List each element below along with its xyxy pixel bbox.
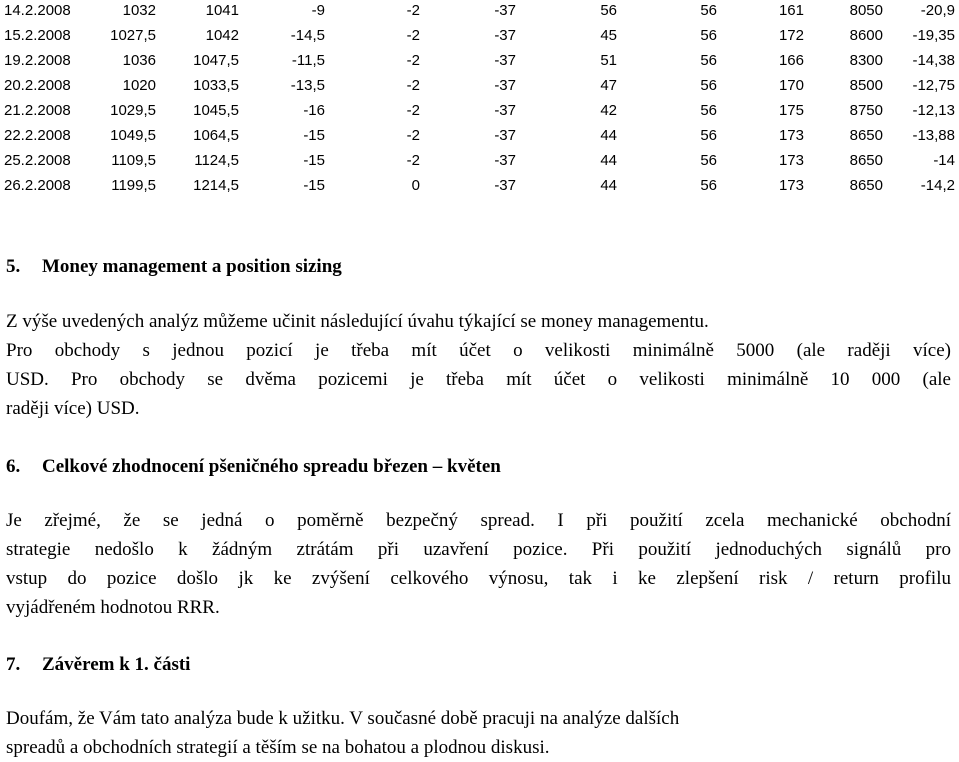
table-cell: 175 <box>778 102 804 119</box>
table-cell: 0 <box>411 177 420 194</box>
table-cell: 56 <box>600 2 617 19</box>
table-cell: -15 <box>303 177 325 194</box>
table-cell-date: 22.2.2008 <box>4 127 71 144</box>
table-cell-date: 20.2.2008 <box>4 77 71 94</box>
table-cell: -20,9 <box>920 2 955 19</box>
table-cell: 47 <box>600 77 617 94</box>
table-cell: 166 <box>778 52 804 69</box>
section-7-line: spreadů a obchodních strategií a těším se na bohatou a plodnou diskusi. <box>6 737 550 758</box>
table-cell: 8650 <box>849 152 883 169</box>
table-cell: 1033,5 <box>193 77 239 94</box>
table-cell: 1041 <box>205 2 239 19</box>
table-cell: 173 <box>778 177 804 194</box>
table-row <box>0 50 959 75</box>
table-cell: 1029,5 <box>110 102 156 119</box>
section-5-line: USD. Pro obchody se dvěma pozicemi je třeba mít účet o velikosti minimálně 10 000 (ale <box>6 369 951 390</box>
table-cell: 8300 <box>849 52 883 69</box>
table-cell: 1020 <box>122 77 156 94</box>
table-cell: -19,35 <box>912 27 955 44</box>
section-6-number: 6. <box>6 456 21 477</box>
table-cell: 56 <box>700 52 717 69</box>
data-table <box>0 0 959 200</box>
section-5-line: Pro obchody s jednou pozicí je třeba mít účet o velikosti minimálně 5000 (ale raději více) <box>6 340 951 361</box>
table-cell: 170 <box>778 77 804 94</box>
table-cell: 44 <box>600 152 617 169</box>
table-cell: 56 <box>700 77 717 94</box>
table-cell: 51 <box>600 52 617 69</box>
table-cell: -37 <box>494 52 516 69</box>
section-6-line: vstup do pozice došlo jk ke zvýšení celkového výnosu, tak i ke zlepšení risk / return profilu <box>6 568 951 589</box>
table-cell: 1042 <box>205 27 239 44</box>
table-cell: -11,5 <box>291 52 325 69</box>
section-5-title: Money management a position sizing <box>42 256 342 277</box>
table-cell: 173 <box>778 127 804 144</box>
table-row <box>0 125 959 150</box>
section-6-heading <box>6 452 501 481</box>
table-cell: 1045,5 <box>193 102 239 119</box>
table-cell-date: 19.2.2008 <box>4 52 71 69</box>
section-5-number: 5. <box>6 256 21 277</box>
table-row <box>0 100 959 125</box>
table-row <box>0 0 959 25</box>
table-cell: 44 <box>600 177 617 194</box>
table-row <box>0 75 959 100</box>
table-cell: 1047,5 <box>193 52 239 69</box>
section-6-paragraph <box>6 506 951 622</box>
table-cell: 1124,5 <box>194 152 239 169</box>
table-cell: -14,2 <box>920 177 955 194</box>
section-5-heading <box>6 252 342 281</box>
table-body <box>0 0 959 200</box>
table-cell: 173 <box>778 152 804 169</box>
section-5-line: Z výše uvedených analýz můžeme učinit následující úvahu týkající se money managementu. <box>6 311 709 332</box>
table-cell-date: 26.2.2008 <box>4 177 71 194</box>
table-cell: 56 <box>700 27 717 44</box>
section-7-paragraph <box>6 704 951 762</box>
section-7-heading <box>6 650 190 679</box>
table-cell: 1199,5 <box>111 177 156 194</box>
table-cell: -14,5 <box>290 27 325 44</box>
table-cell-date: 21.2.2008 <box>4 102 71 119</box>
table-cell: 8650 <box>849 127 883 144</box>
table-cell: 8650 <box>849 177 883 194</box>
section-5-line: raději více) USD. <box>6 398 140 419</box>
table-cell: -16 <box>303 102 325 119</box>
table-cell: -2 <box>406 77 420 94</box>
section-7-line: Doufám, že Vám tato analýza bude k užitku. V současné době pracuji na analýze dalších <box>6 708 680 729</box>
table-cell: -37 <box>494 102 516 119</box>
table-cell-date: 25.2.2008 <box>4 152 71 169</box>
table-cell: 8750 <box>849 102 883 119</box>
table-cell-date: 15.2.2008 <box>4 27 71 44</box>
table-cell: -37 <box>494 27 516 44</box>
table-cell: -13,88 <box>912 127 955 144</box>
table-cell: 44 <box>600 127 617 144</box>
table-cell: -2 <box>406 127 420 144</box>
table-cell: 45 <box>600 27 617 44</box>
table-cell: -37 <box>494 177 516 194</box>
table-cell: -2 <box>406 52 420 69</box>
table-cell: -37 <box>494 77 516 94</box>
table-cell: 1032 <box>122 2 156 19</box>
table-cell: 56 <box>700 102 717 119</box>
table-cell: -15 <box>303 152 325 169</box>
table-cell: -12,75 <box>912 77 955 94</box>
table-cell: 56 <box>700 2 717 19</box>
table-cell: 42 <box>600 102 617 119</box>
table-cell: -14 <box>933 152 955 169</box>
table-cell: 161 <box>778 2 804 19</box>
table-cell: 1064,5 <box>193 127 239 144</box>
section-6-line: Je zřejmé, že se jedná o poměrně bezpečný spread. I při použití zcela mechanické obchodní <box>6 510 951 531</box>
table-row <box>0 25 959 50</box>
table-cell: -2 <box>406 27 420 44</box>
table-cell: 56 <box>700 127 717 144</box>
table-cell: 1109,5 <box>111 152 156 169</box>
table-cell: -9 <box>311 2 325 19</box>
table-cell: -2 <box>406 152 420 169</box>
table-cell: 8600 <box>849 27 883 44</box>
table-cell: -15 <box>303 127 325 144</box>
section-7-number: 7. <box>6 654 21 675</box>
table-cell: -2 <box>406 102 420 119</box>
table-cell: 1214,5 <box>193 177 239 194</box>
table-cell: 56 <box>700 177 717 194</box>
table-cell: -13,5 <box>290 77 325 94</box>
section-7-title: Závěrem k 1. části <box>42 654 191 675</box>
section-5-paragraph <box>6 307 951 423</box>
table-cell: 8500 <box>849 77 883 94</box>
table-cell: 8050 <box>849 2 883 19</box>
table-cell: 56 <box>700 152 717 169</box>
table-cell: -37 <box>494 152 516 169</box>
table-cell: -12,13 <box>912 102 955 119</box>
table-cell: 1027,5 <box>110 27 156 44</box>
table-cell: 1036 <box>122 52 156 69</box>
table-row <box>0 175 959 200</box>
table-cell: 172 <box>778 27 804 44</box>
section-6-title: Celkové zhodnocení pšeničného spreadu březen – květen <box>42 456 501 477</box>
table-row <box>0 150 959 175</box>
table-cell-date: 14.2.2008 <box>4 2 71 19</box>
table-cell: 1049,5 <box>110 127 156 144</box>
section-6-line: vyjádřeném hodnotou RRR. <box>6 597 220 618</box>
table-cell: -37 <box>494 127 516 144</box>
table-cell: -14,38 <box>912 52 955 69</box>
table-cell: -37 <box>494 2 516 19</box>
table-cell: -2 <box>406 2 420 19</box>
section-6-line: strategie nedošlo k žádným ztrátám při uzavření pozice. Při použití jednoduchých signálů pro <box>6 539 951 560</box>
